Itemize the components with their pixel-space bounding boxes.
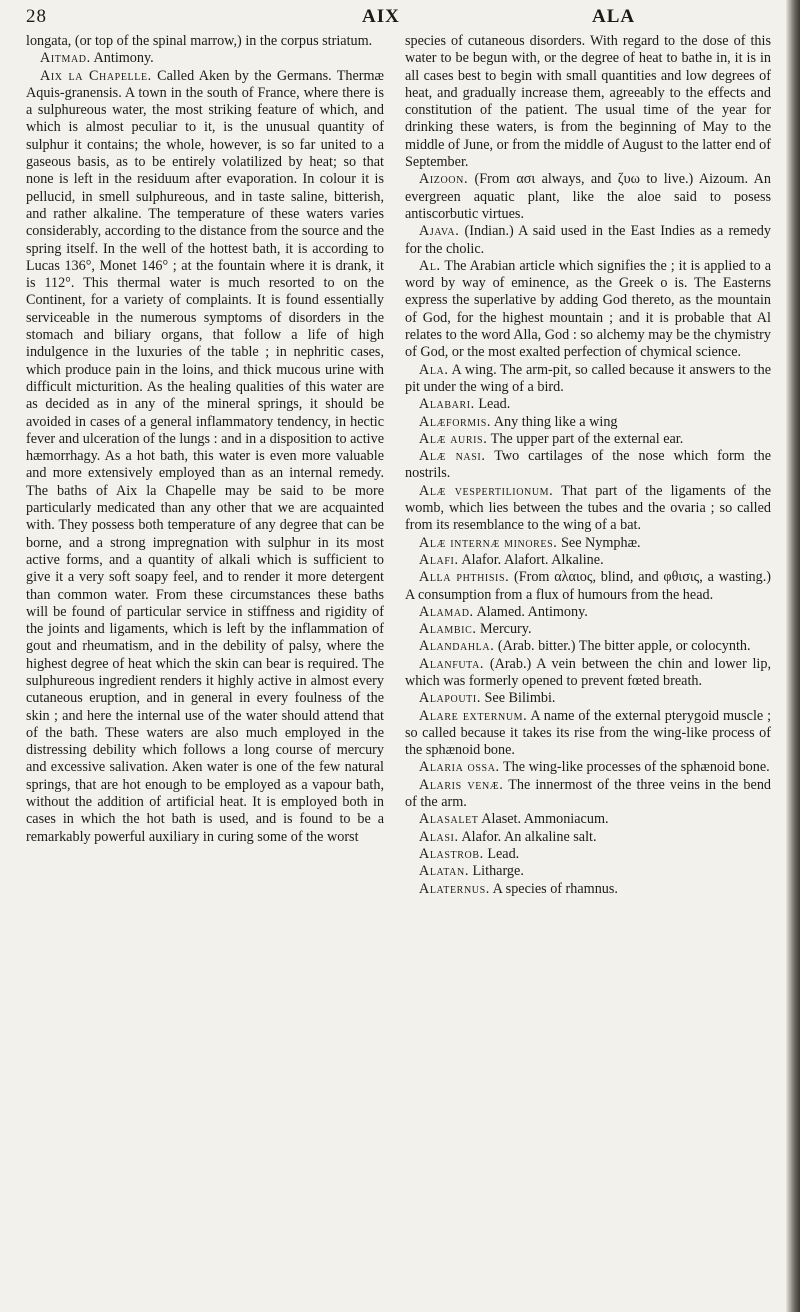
entry-headword: Aix la Chapelle. — [40, 67, 152, 84]
entry-headword: Ala. — [419, 361, 449, 378]
entry-headword: Alæ vespertilionum. — [419, 482, 554, 499]
dictionary-entry — [405, 483, 771, 535]
entry-definition: Lead. — [487, 845, 520, 862]
dictionary-entry — [405, 656, 771, 691]
dictionary-entry — [405, 829, 771, 846]
guide-word-left: AIX — [362, 6, 400, 27]
dictionary-entry — [405, 414, 771, 431]
entry-headword: Alandahla. — [419, 638, 495, 655]
dictionary-entry — [405, 448, 771, 483]
entry-headword: Alæ auris. — [419, 430, 488, 447]
entry-definition: (Arab.) A vein between the chin and lower lip, which was formerly opened to prevent fœted breath. — [405, 655, 771, 689]
entry-headword: Alanfuta. — [419, 655, 485, 672]
dictionary-entry — [405, 171, 771, 223]
entry-headword: Alla phthisis. — [419, 569, 510, 586]
entry-definition: Alamed. Antimony. — [476, 603, 588, 620]
entry-definition: The wing-like processes of the sphænoid bone. — [502, 759, 770, 776]
entry-definition: The Arabian article which signifies the ; it is applied to a word by way of eminence, as the Greek ο is. The Easterns express the superlative by adding God thereto, as the mountain of God, for the highest mountain ; and it is probable that Al relates to the word Alla, God : so alchemy may be the chymistry of God, or the most exalted perfection of chymical science. — [405, 257, 771, 361]
entry-definition: A wing. The arm-pit, so called because it answers to the pit under the wing of a bird. — [405, 361, 771, 395]
entry-headword: Alasi. — [419, 828, 459, 845]
dictionary-entry — [405, 569, 771, 604]
dictionary-entry — [405, 863, 771, 880]
dictionary-entry — [405, 690, 771, 707]
entry-headword: Alapouti. — [419, 690, 481, 707]
entry-definition: Lead. — [478, 396, 511, 413]
entry-definition: species of cutaneous disorders. With regard to the dose of this water to be begun with, or the degree of heat to bathe in, it is in all cases best to begin with small quantities and low degrees of heat, and gradually increase them, agreeably to the effects and constitution of the patient. The usual time of the year for drinking these waters, is from the beginning of May to the middle of June, or from the middle of August to the latter end of September. — [405, 33, 771, 171]
entry-headword: Alæ nasi. — [419, 448, 486, 465]
entry-definition: A species of rhamnus. — [492, 880, 618, 897]
entry-headword: Alaria ossa. — [419, 759, 500, 776]
entry-definition: (From αλαιος, blind, and φθισις, a wasting.) A consumption from a flux of humours from the head. — [405, 569, 772, 603]
dictionary-entry — [405, 811, 771, 828]
entry-headword: Alaris venæ. — [419, 776, 504, 793]
dictionary-entry — [405, 604, 771, 621]
entry-definition: Antimony. — [93, 50, 154, 67]
entry-headword: Alasalet — [419, 811, 479, 828]
right-column — [405, 33, 771, 898]
entry-definition: A name of the external pterygoid muscle ; so called because it takes its rise from the wing-like process of the sphænoid bone. — [405, 707, 772, 759]
entry-definition: (Arab. bitter.) The bitter apple, or colocynth. — [497, 638, 751, 655]
entry-headword: Ajava. — [419, 223, 460, 240]
dictionary-entry — [405, 759, 771, 776]
entry-definition: Litharge. — [472, 863, 524, 880]
entry-headword: Alamad. — [419, 603, 474, 620]
left-column — [26, 33, 384, 846]
entry-definition: See Bilimbi. — [484, 690, 556, 707]
entry-definition: That part of the ligaments of the womb, which lies between the tubes and the ovaria ; so called from its resemblance to the wing of a bat. — [405, 482, 772, 534]
entry-definition: Two cartilages of the nose which form the nostrils. — [405, 448, 771, 482]
page-number: 28 — [26, 6, 47, 27]
entry-definition: The upper part of the external ear. — [490, 430, 684, 447]
entry-headword: Alastrob. — [419, 845, 484, 862]
guide-word-right: ALA — [592, 6, 636, 27]
page-edge-shadow — [786, 0, 800, 1312]
running-header — [26, 6, 774, 30]
entry-definition: See Nymphæ. — [561, 534, 641, 551]
dictionary-entry — [405, 638, 771, 655]
entry-definition: (From ασι always, and ζυω to live.) Aizoum. An evergreen aquatic plant, like the aloe said to posess antiscorbutic virtues. — [405, 171, 772, 222]
dictionary-entry — [405, 846, 771, 863]
dictionary-entry — [405, 708, 771, 760]
dictionary-entry — [26, 33, 384, 50]
entry-definition: Any thing like a wing — [493, 413, 618, 430]
entry-definition: Alaset. Ammoniacum. — [481, 811, 609, 828]
entry-headword: Alæformis. — [419, 413, 492, 430]
dictionary-entry — [405, 431, 771, 448]
dictionary-entry — [405, 777, 771, 812]
entry-definition: longata, (or top of the spinal marrow,) in the corpus striatum. — [26, 33, 373, 49]
entry-definition: Alafor. Alafort. Alkaline. — [461, 551, 604, 568]
dictionary-entry — [405, 33, 771, 171]
dictionary-entry — [26, 50, 384, 67]
dictionary-entry — [405, 362, 771, 397]
dictionary-entry — [405, 621, 771, 638]
dictionary-entry — [26, 68, 384, 846]
entry-headword: Alæ internæ minores. — [419, 534, 558, 551]
entry-definition: Alafor. An alkaline salt. — [461, 828, 597, 845]
dictionary-entry — [405, 258, 771, 362]
entry-headword: Aitmad. — [40, 50, 91, 67]
dictionary-entry — [405, 552, 771, 569]
entry-definition: Called Aken by the Germans. Thermæ Aquis-granensis. A town in the south of France, where there is a sulphureous water, the most striking feature of which, and which is almost peculiar to it, is the unusual quantity of sulphur it contains; the whole, however, is so far united to a gaseous basis, as to be entirely volatilized by heat; so that none is left in the residuum after evaporation. In colour it is pellucid, in smell sulphureous, and in taste saline, bitterish, and rather alkaline. The temperature of these waters varies considerably, according to the distance from the source and the spring itself. In the well of the hottest bath, it is according to Lucas 136°, Monet 146° ; at the fountain where it is drank, it is 112°. This thermal water is much resorted to on the Continent, for a variety of complaints. It is found essentially serviceable in the numerous symptoms of disorders in the stomach and biliary organs, that follow a life of high indulgence in the luxuries of the table ; in nephritic cases, which produce pain in the loins, and thick mucous urine with difficult micturition. As the healing qualities of this water are as decided as in any of the mineral springs, it should be avoided in cases of a general inflammatory tendency, in hectic fever and ulceration of the lungs : and in a disposition to active hæmorrhagy. As a hot bath, this water is even more valuable and more extensively employed than as an internal remedy. The baths of Aix la Chapelle may be said to be more particularly medicated than any other that we are acquainted with. They possess both temperature of any degree that can be borne, and a strong impregnation with sulphur in its most active forms, and a quantity of alkali which is sufficient to give it a very soft soapy feel, and to render it more detergent than common water. From these circumstances these baths will be found of particular service in stiffness and rigidity of the joints and ligaments, which is left by the inflammation of gout and rheumatism, and in the debility of palsy, where the highest degree of heat which the skin can bear is required. The sulphureous ingredient renders it highly active in almost every cutaneous eruption, and in general in every foulness of the skin ; and here the internal use of the water should attend that of the bath. These waters are also much employed in the distressing debility which follows a long course of mercury and excessive salivation. Aken water is one of the few natural springs, that are hot enough to be employed as a vapour bath, without the addition of artificial heat. It is employed both in cases in which the hot bath is used, and is found to be a remarkably powerful auxiliary in curing some of the worst — [26, 67, 384, 845]
entry-headword: Alafi. — [419, 551, 459, 568]
entry-headword: Alambic. — [419, 621, 477, 638]
dictionary-entry — [405, 396, 771, 413]
entry-headword: Alatan. — [419, 863, 469, 880]
entry-definition: The innermost of the three veins in the bend of the arm. — [405, 776, 772, 811]
entry-definition: (Indian.) A said used in the East Indies as a remedy for the cholic. — [405, 223, 771, 257]
entry-headword: Alabari. — [419, 396, 475, 413]
entry-headword: Al. — [419, 257, 441, 274]
dictionary-entry — [405, 223, 771, 258]
dictionary-entry — [405, 881, 771, 898]
entry-headword: Aizoon. — [419, 171, 469, 188]
entry-headword: Alaternus. — [419, 880, 490, 897]
dictionary-entry — [405, 535, 771, 552]
entry-headword: Alare externum. — [419, 707, 528, 724]
entry-definition: Mercury. — [480, 621, 532, 638]
